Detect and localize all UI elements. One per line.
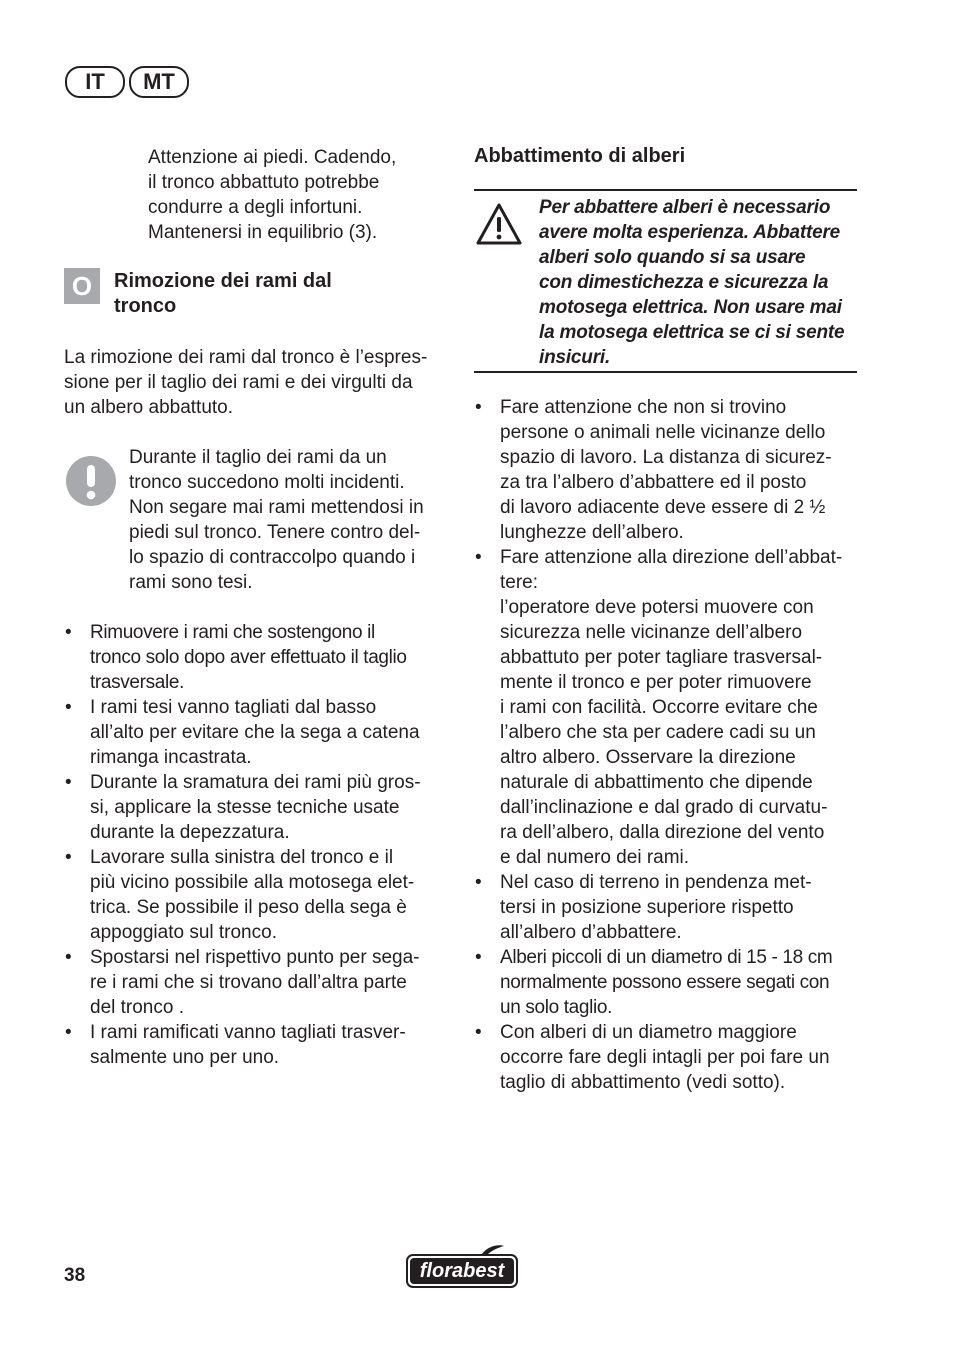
section-letter-badge: O [64, 268, 100, 304]
text-line: mente il tronco e per poter rimuovere [500, 672, 812, 693]
text-line: • Con alberi di un diametro maggiore [500, 1022, 797, 1043]
text-line: trica. Se possibile il peso della sega è [90, 897, 407, 918]
text-line: e dal numero dei rami. [500, 847, 690, 868]
tree-felling-heading: Abbattimento di alberi [474, 145, 686, 167]
text-line: Durante il taglio dei rami da un [129, 447, 387, 468]
list-item [64, 620, 454, 695]
list-item [474, 870, 864, 945]
text-line: za tra l’albero d’abbattere ed il posto [500, 472, 807, 493]
section-title-line: Rimozione dei rami dal [114, 270, 332, 292]
text-line: tronco solo dopo aver effettuato il taglio [90, 647, 407, 668]
text-line: condurre a degli infortuni. [148, 197, 363, 218]
text-line: motosega elettrica. Non usare mai [539, 297, 842, 318]
text-line: alberi solo quando si sa usare [539, 247, 806, 268]
text-line: tersi in posizione superiore rispetto [500, 897, 794, 918]
language-badges [65, 66, 189, 98]
text-line: trasversale. [90, 672, 185, 693]
list-item [64, 945, 454, 1020]
text-line: • I rami tesi vanno tagliati dal basso [90, 697, 377, 718]
svg-text:florabest: florabest [419, 1260, 505, 1282]
text-line: appoggiato sul tronco. [90, 922, 277, 943]
text-line: un albero abbattuto. [64, 397, 234, 418]
language-badge-mt: MT [129, 66, 189, 98]
feet-warning-text [148, 145, 428, 245]
text-line: • Spostarsi nel rispettivo punto per sega- [90, 947, 420, 968]
text-line: tronco succedono molti incidenti. [129, 472, 405, 493]
text-line: con dimestichezza e sicurezza la [539, 272, 829, 293]
section-title [114, 269, 434, 319]
text-line: insicuri. [539, 347, 611, 368]
list-item [64, 770, 454, 845]
text-line: piedi sul tronco. Tenere contro del- [129, 522, 421, 543]
exclamation-icon [66, 456, 116, 506]
text-line: l’operatore deve potersi muovere con [500, 597, 814, 618]
list-item [64, 1020, 454, 1070]
text-line: rami sono tesi. [129, 572, 253, 593]
text-line: rimanga incastrata. [90, 747, 252, 768]
list-item [474, 395, 864, 545]
warning-bottom-divider [474, 371, 857, 373]
section-title-line: tronco [114, 295, 177, 317]
text-line: lunghezze dell’albero. [500, 522, 684, 543]
text-line: • I rami ramificati vanno tagliati trasver- [90, 1022, 406, 1043]
text-line: durante la depezzatura. [90, 822, 290, 843]
text-line: sicurezza nelle vicinanze dell’albero [500, 622, 803, 643]
text-line: il tronco abbattuto potrebbe [148, 172, 380, 193]
text-line: abbattuto per poter tagliare trasversal- [500, 647, 823, 668]
warning-top-divider [474, 189, 857, 191]
text-line: sione per il taglio dei rami e dei virgulti da [64, 372, 413, 393]
felling-instructions-list [474, 395, 864, 1095]
list-item [474, 945, 864, 1020]
text-line: un solo taglio. [500, 997, 612, 1018]
caution-note [129, 445, 449, 595]
text-line: La rimozione dei rami dal tronco è l’espres- [64, 347, 428, 368]
text-line: salmente uno per uno. [90, 1047, 280, 1068]
text-line: dall’inclinazione e dal grado di curvatu- [500, 797, 828, 818]
section-intro-paragraph [64, 345, 449, 420]
text-line: • Durante la sramatura dei rami più gros- [90, 772, 421, 793]
text-line: • Alberi piccoli di un diametro di 15 - 18 cm [500, 947, 833, 968]
text-line: naturale di abbattimento che dipende [500, 772, 813, 793]
text-line: Mantenersi in equilibrio (3). [148, 222, 378, 243]
text-line: ra dell’albero, dalla direzione del vento [500, 822, 825, 843]
text-line: • Fare attenzione alla direzione dell’abbat- [500, 547, 843, 568]
language-badge-it: IT [65, 66, 125, 98]
text-line: re i rami che si trovano dall’altra parte [90, 972, 407, 993]
florabest-logo [404, 1244, 520, 1290]
text-line: all’alto per evitare che la sega a catena [90, 722, 420, 743]
text-line: occorre fare degli intagli per poi fare un [500, 1047, 830, 1068]
text-line: persone o animali nelle vicinanze dello [500, 422, 826, 443]
text-line: la motosega elettrica se ci si sente [539, 322, 845, 343]
text-line: normalmente possono essere segati con [500, 972, 830, 993]
text-line: di lavoro adiacente deve essere di 2 ½ [500, 497, 826, 518]
text-line: taglio di abbattimento (vedi sotto). [500, 1072, 786, 1093]
page-number: 38 [64, 1265, 86, 1286]
text-line: all’albero d’abbattere. [500, 922, 682, 943]
text-line: avere molta esperienza. Abbattere [539, 222, 841, 243]
text-line: Per abbattere alberi è necessario [539, 197, 831, 218]
delimbing-instructions-list [64, 620, 454, 1070]
list-item [474, 545, 864, 870]
text-line: Non segare mai rami mettendosi in [129, 497, 424, 518]
text-line: del tronco . [90, 997, 184, 1018]
list-item [64, 695, 454, 770]
text-line: Attenzione ai piedi. Cadendo, [148, 147, 397, 168]
felling-warning-text [539, 195, 861, 370]
text-line: altro albero. Osservare la direzione [500, 747, 796, 768]
text-line: • Rimuovere i rami che sostengono il [90, 622, 375, 643]
text-line: più vicino possibile alla motosega elet- [90, 872, 415, 893]
text-line: • Nel caso di terreno in pendenza met- [500, 872, 812, 893]
list-item [64, 845, 454, 945]
text-line: • Fare attenzione che non si trovino [500, 397, 787, 418]
text-line: tere: [500, 572, 539, 593]
text-line: l’albero che sta per cadere cadi su un [500, 722, 816, 743]
list-item [474, 1020, 864, 1095]
warning-triangle-icon [475, 202, 523, 246]
text-line: si, applicare la stesse tecniche usate [90, 797, 400, 818]
text-line: lo spazio di contraccolpo quando i [129, 547, 416, 568]
text-line: i rami con facilità. Occorre evitare che [500, 697, 818, 718]
text-line: spazio di lavoro. La distanza di sicurez- [500, 447, 832, 468]
text-line: • Lavorare sulla sinistra del tronco e il [90, 847, 394, 868]
